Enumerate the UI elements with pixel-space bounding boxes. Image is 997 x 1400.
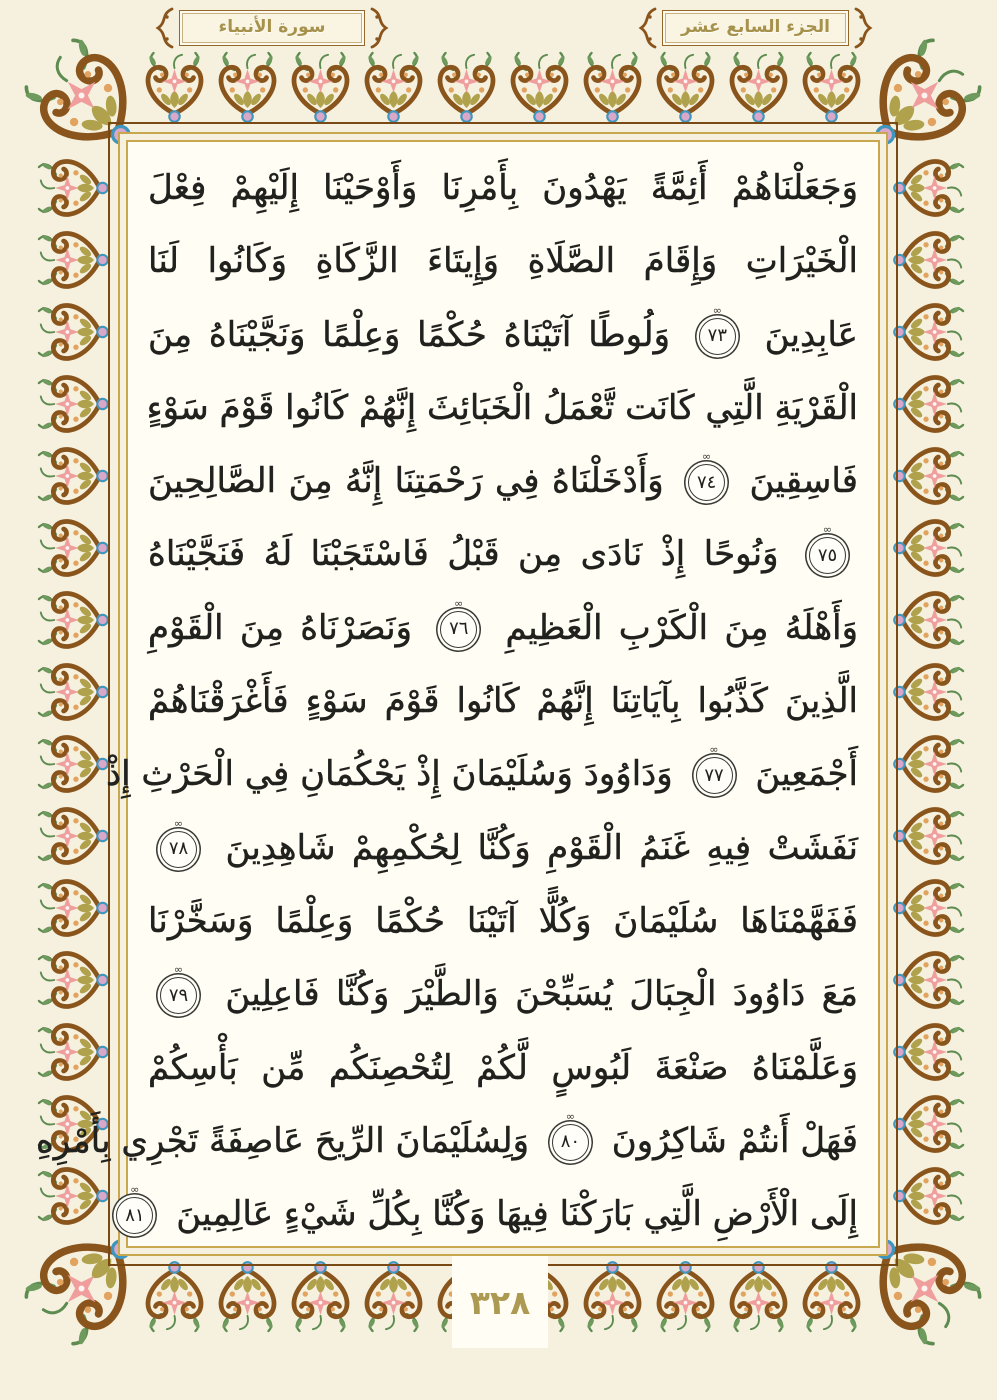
- quran-line: [35, 1105, 858, 1178]
- ayah-marker: ∞ ٧٩: [160, 977, 197, 1014]
- ayah-text: مَعَ دَاوُودَ الْجِبَالَ يُسَبِّحْنَ وَالطَّيْرَ وَكُنَّا فَاعِلِينَ: [225, 974, 858, 1015]
- ayah-text: فَهَلْ أَنتُمْ شَاكِرُونَ: [611, 1120, 858, 1161]
- ayah-text: فَاسِقِينَ: [749, 461, 858, 502]
- ayah-text: وَأَهْلَهُ مِنَ الْكَرْبِ الْعَظِيمِ: [505, 607, 859, 648]
- cartouche-ornament-icon: [853, 6, 873, 50]
- ayah-text: إِلَى الْأَرْضِ الَّتِي بَارَكْنَا فِيهَا وَكُنَّا بِكُلِّ شَيْءٍ عَالِمِينَ: [176, 1194, 858, 1235]
- ayah-text: أَجْمَعِينَ: [755, 754, 858, 795]
- ayah-text: الْخَيْرَاتِ وَإِقَامَ الصَّلَاةِ وَإِيتَاءَ الزَّكَاةِ وَكَانُوا لَنَا: [148, 241, 858, 282]
- quran-line: [148, 372, 858, 445]
- ayah-text: وَأَدْخَلْنَاهُ فِي رَحْمَتِنَا إِنَّهُ مِنَ الصَّالِحِينَ: [148, 461, 664, 502]
- ayah-marker: ∞ ٧٤: [688, 464, 725, 501]
- ornamental-border-top: [138, 56, 868, 122]
- ayah-text: نَفَشَتْ فِيهِ غَنَمُ الْقَوْمِ وَكُنَّا لِحُكْمِهِمْ شَاهِدِينَ: [225, 827, 858, 868]
- ayah-marker: ∞ ٧٨: [160, 831, 197, 868]
- ayah-marker: ∞ ٨٠: [552, 1124, 589, 1161]
- quran-line: [148, 518, 858, 591]
- ayah-text: عَابِدِينَ: [764, 314, 858, 355]
- page-number: ٣٢٨: [452, 1256, 548, 1348]
- quran-line: [148, 592, 858, 665]
- ayah-text: الَّذِينَ كَذَّبُوا بِآيَاتِنَا إِنَّهُمْ كَانُوا قَوْمَ سَوْءٍ فَأَغْرَقْنَاهُمْ: [148, 681, 858, 722]
- ayah-text: وَجَعَلْنَاهُمْ أَئِمَّةً يَهْدُونَ بِأَمْرِنَا وَأَوْحَيْنَا إِلَيْهِمْ فِعْلَ: [148, 168, 858, 208]
- ayah-text: وَنَصَرْنَاهُ مِنَ الْقَوْمِ: [148, 607, 412, 648]
- quran-line: [148, 152, 858, 225]
- surah-name-label: سورة الأنبياء: [179, 10, 365, 46]
- ornamental-border-left: [42, 152, 108, 1232]
- ayah-text: وَلِسُلَيْمَانَ الرِّيحَ عَاصِفَةً تَجْرِي بِأَمْرِهِ: [35, 1120, 530, 1161]
- ayah-marker: ∞ ٧٦: [440, 611, 477, 648]
- ayah-text: فَفَهَّمْنَاهَا سُلَيْمَانَ وَكُلًّا آتَيْنَا حُكْمًا وَعِلْمًا وَسَخَّرْنَا: [148, 900, 858, 941]
- ayah-marker: ∞ ٧٣: [699, 318, 736, 355]
- ayah-marker: ∞ ٧٧: [696, 757, 733, 794]
- ayah-text: وَنُوحًا إِذْ نَادَى مِن قَبْلُ فَاسْتَجَبْنَا لَهُ فَنَجَّيْنَاهُ: [148, 534, 779, 575]
- cartouche-ornament-icon: [155, 6, 175, 50]
- cartouche-ornament-icon: [638, 6, 658, 50]
- quran-line: [106, 738, 858, 811]
- ornamental-border-right: [894, 152, 960, 1232]
- quran-line: [148, 225, 858, 298]
- quran-line: [125, 1178, 858, 1251]
- quran-line: [148, 299, 858, 372]
- ayah-text: وَدَاوُودَ وَسُلَيْمَانَ إِذْ يَحْكُمَانِ فِي الْحَرْثِ إِذْ: [106, 754, 673, 795]
- juz-label: الجزء السابع عشر: [662, 10, 849, 46]
- quran-text-area: [35, 152, 859, 1238]
- ayah-marker: ∞ ٧٥: [809, 537, 846, 574]
- text-frame: [35, 132, 888, 1256]
- ayah-text: الْقَرْيَةِ الَّتِي كَانَت تَّعْمَلُ الْخَبَائِثَ إِنَّهُمْ كَانُوا قَوْمَ سَوْءٍ: [146, 387, 858, 428]
- cartouche-ornament-icon: [369, 6, 389, 50]
- quran-line: [148, 812, 858, 885]
- juz-label-cartouche: [638, 5, 873, 51]
- surah-name-cartouche: [155, 5, 389, 51]
- text-frame-inner: [35, 140, 880, 1248]
- quran-line: [148, 665, 858, 738]
- ayah-text: وَلُوطًا آتَيْنَاهُ حُكْمًا وَعِلْمًا وَنَجَّيْنَاهُ مِنَ: [148, 314, 670, 355]
- quran-line: [148, 445, 858, 518]
- quran-line: [148, 1032, 858, 1105]
- quran-line: [148, 958, 858, 1031]
- quran-line: [148, 885, 858, 958]
- ayah-text: وَعَلَّمْنَاهُ صَنْعَةَ لَبُوسٍ لَّكُمْ لِتُحْصِنَكُم مِّن بَأْسِكُمْ: [148, 1047, 858, 1088]
- ayah-marker: ∞ ٨١: [116, 1197, 153, 1234]
